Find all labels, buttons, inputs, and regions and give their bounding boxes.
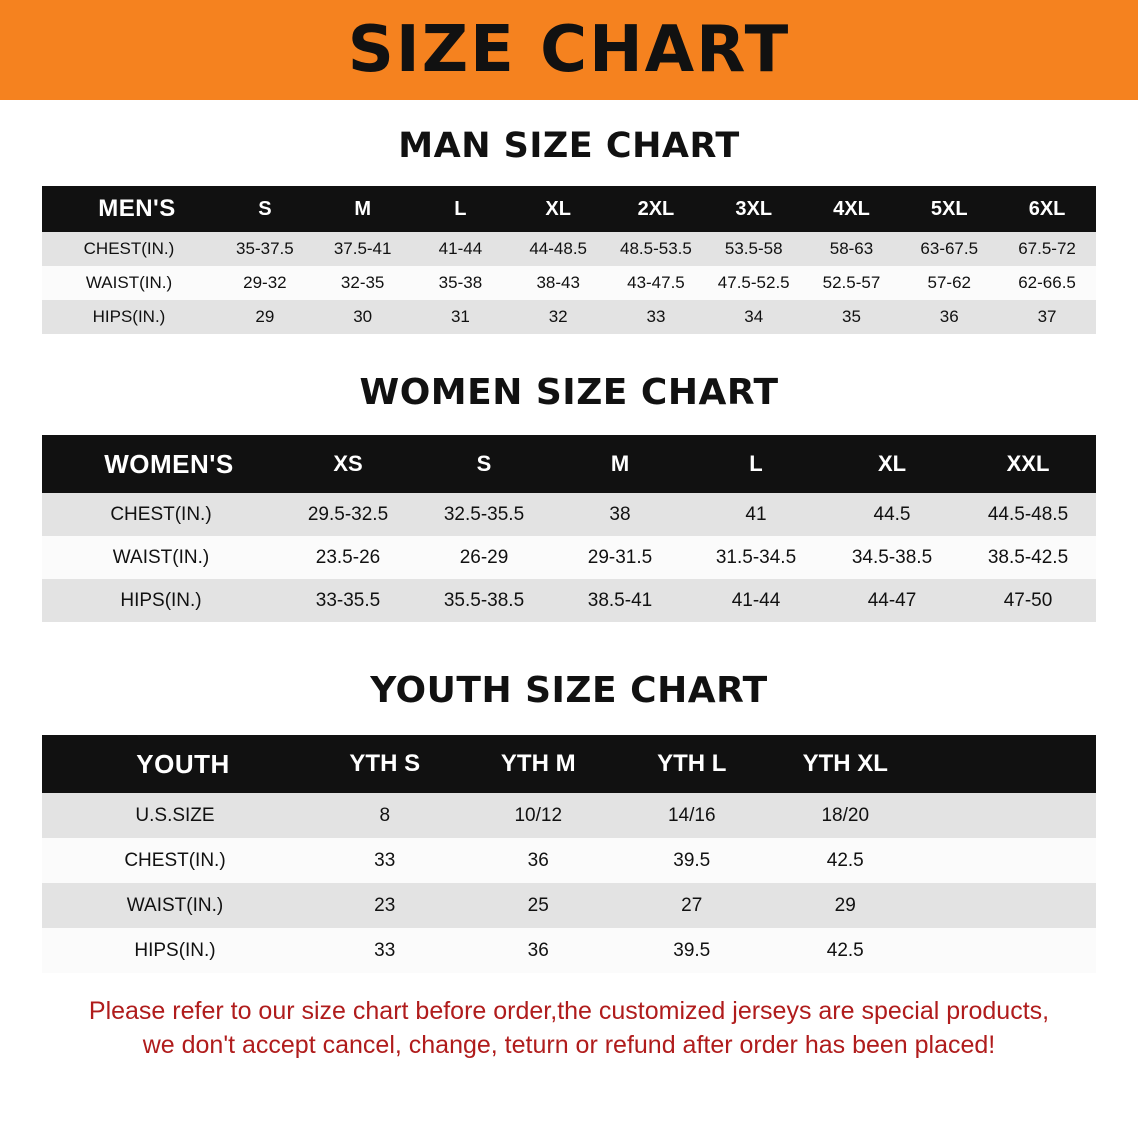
women-waist-xs: 23.5-26 (315, 546, 381, 568)
youth-header-yth-xl: YTH XL (802, 750, 888, 777)
women-waist-s: 26-29 (459, 546, 509, 568)
youth-section-title: YOUTH SIZE CHART (370, 670, 768, 711)
women-header-xl: XL (877, 451, 907, 476)
youth-header-label: YOUTH (136, 748, 230, 779)
youth-waist-s: 23 (374, 894, 396, 916)
men-row-label-waist: WAIST(IN.) (85, 273, 173, 292)
women-chest-xs: 29.5-32.5 (307, 503, 389, 525)
youth-chest-m: 36 (527, 849, 549, 871)
men-chest-l: 41-44 (438, 239, 483, 258)
man-size-table (42, 186, 1096, 334)
women-section-title: WOMEN SIZE CHART (359, 372, 779, 413)
women-hips-m: 38.5-41 (587, 589, 653, 611)
men-waist-s: 29-32 (243, 273, 287, 292)
youth-header-yth-l: YTH L (657, 750, 727, 777)
youth-row-label-chest: CHEST(IN.) (124, 849, 226, 871)
women-size-table (42, 435, 1096, 622)
men-waist-2xl: 43-47.5 (627, 273, 685, 292)
table-row (42, 493, 1096, 536)
youth-chest-xl: 42.5 (826, 849, 864, 871)
youth-chest-spacer (922, 838, 1096, 883)
men-chest-5xl: 63-67.5 (920, 239, 979, 258)
youth-waist-spacer (922, 883, 1096, 928)
youth-hips-spacer (922, 928, 1096, 973)
men-header-s: S (258, 197, 272, 220)
men-waist-3xl: 47.5-52.5 (717, 273, 790, 292)
men-chest-m: 37.5-41 (333, 239, 392, 258)
men-waist-5xl: 57-62 (927, 273, 971, 292)
men-chest-4xl: 58-63 (829, 239, 874, 258)
men-header-6xl: 6XL (1028, 197, 1066, 220)
women-waist-m: 29-31.5 (587, 546, 653, 568)
banner (0, 0, 1138, 100)
men-waist-4xl: 52.5-57 (822, 273, 881, 292)
men-waist-m: 32-35 (340, 273, 385, 292)
men-row-label-chest: CHEST(IN.) (83, 239, 175, 258)
men-hips-m: 30 (353, 307, 373, 326)
men-waist-l: 35-38 (438, 273, 483, 292)
youth-hips-xl: 42.5 (826, 939, 864, 961)
men-waist-6xl: 62-66.5 (1018, 273, 1076, 292)
men-header-xl: XL (545, 197, 571, 220)
table-row (42, 883, 1096, 928)
table-row (42, 838, 1096, 883)
disclaimer-line-2: we don't accept cancel, change, teturn or refund after order has been placed! (142, 1030, 996, 1059)
women-row-label-waist: WAIST(IN.) (112, 546, 210, 568)
table-header-row (42, 735, 1096, 793)
men-chest-3xl: 53.5-58 (724, 239, 783, 258)
women-header-m: M (610, 451, 630, 476)
disclaimer-note (38, 995, 1100, 1063)
youth-us-size-l: 14/16 (667, 804, 716, 826)
youth-chest-s: 33 (374, 849, 396, 871)
table-row (42, 579, 1096, 622)
disclaimer-line-1: Please refer to our size chart before order,the customized jerseys are special products, (88, 997, 1050, 1025)
men-hips-l: 31 (450, 307, 470, 326)
men-hips-3xl: 34 (744, 307, 764, 326)
men-hips-5xl: 36 (939, 307, 959, 326)
men-hips-6xl: 37 (1037, 307, 1057, 326)
women-chest-l: 41 (745, 503, 767, 525)
women-hips-xl: 44-47 (867, 589, 917, 611)
women-chest-s: 32.5-35.5 (443, 503, 525, 525)
man-section-title: MAN SIZE CHART (398, 126, 740, 166)
youth-waist-l: 27 (681, 894, 703, 916)
table-row (42, 232, 1096, 266)
youth-header-yth-m: YTH M (500, 750, 576, 777)
women-table-wrap (42, 435, 1096, 622)
table-row (42, 536, 1096, 579)
women-chest-m: 38 (609, 503, 631, 525)
table-row (42, 928, 1096, 973)
women-header-xs: XS (333, 451, 363, 476)
women-header-xxl: XXL (1006, 451, 1050, 476)
women-header-s: S (476, 451, 492, 476)
page-title: SIZE CHART (347, 13, 791, 87)
men-header-5xl: 5XL (930, 197, 968, 220)
men-header-4xl: 4XL (833, 197, 870, 220)
youth-us-size-spacer (922, 793, 1096, 838)
men-header-2xl: 2XL (637, 197, 675, 220)
men-hips-2xl: 33 (646, 307, 666, 326)
women-hips-xxl: 47-50 (1003, 589, 1053, 611)
women-chest-xl: 44.5 (873, 503, 911, 525)
youth-row-label-hips: HIPS(IN.) (134, 939, 216, 961)
women-chest-xxl: 44.5-48.5 (987, 503, 1069, 525)
women-header-label: WOMEN'S (104, 448, 234, 479)
youth-header-spacer (922, 735, 1096, 793)
men-header-l: L (454, 197, 467, 220)
youth-row-label-waist: WAIST(IN.) (126, 894, 224, 916)
men-header-m: M (354, 197, 371, 220)
women-waist-xxl: 38.5-42.5 (987, 546, 1069, 568)
youth-hips-s: 33 (374, 939, 396, 961)
women-hips-s: 35.5-38.5 (443, 589, 525, 611)
youth-size-table (42, 735, 1096, 973)
men-row-label-hips: HIPS(IN.) (92, 307, 166, 326)
men-hips-4xl: 35 (842, 307, 861, 326)
youth-hips-l: 39.5 (673, 939, 711, 961)
youth-table-wrap (42, 735, 1096, 973)
youth-header-yth-s: YTH S (349, 750, 421, 777)
women-row-label-hips: HIPS(IN.) (120, 589, 202, 611)
women-hips-l: 41-44 (731, 589, 781, 611)
man-table-wrap (42, 186, 1096, 334)
women-header-l: L (749, 451, 763, 476)
youth-chest-l: 39.5 (673, 849, 711, 871)
men-chest-s: 35-37.5 (236, 239, 294, 258)
youth-waist-m: 25 (527, 894, 549, 916)
men-chest-xl: 44-48.5 (529, 239, 588, 258)
youth-us-size-m: 10/12 (514, 804, 563, 826)
men-hips-xl: 32 (548, 307, 568, 326)
table-header-row (42, 186, 1096, 232)
youth-us-size-xl: 18/20 (821, 804, 870, 826)
youth-row-label-us-size: U.S.SIZE (135, 804, 215, 826)
men-header-label: MEN'S (98, 195, 176, 222)
table-row (42, 793, 1096, 838)
women-waist-xl: 34.5-38.5 (851, 546, 933, 568)
men-hips-s: 29 (255, 307, 275, 326)
women-row-label-chest: CHEST(IN.) (110, 503, 212, 525)
women-hips-xs: 33-35.5 (315, 589, 381, 611)
table-row (42, 266, 1096, 300)
youth-hips-m: 36 (527, 939, 549, 961)
youth-waist-xl: 29 (834, 894, 856, 916)
women-waist-l: 31.5-34.5 (715, 546, 797, 568)
youth-us-size-s: 8 (379, 804, 391, 826)
men-header-3xl: 3XL (735, 197, 773, 220)
table-header-row (42, 435, 1096, 493)
men-chest-2xl: 48.5-53.5 (620, 239, 692, 258)
men-chest-6xl: 67.5-72 (1018, 239, 1076, 258)
men-waist-xl: 38-43 (536, 273, 580, 292)
table-row (42, 300, 1096, 334)
